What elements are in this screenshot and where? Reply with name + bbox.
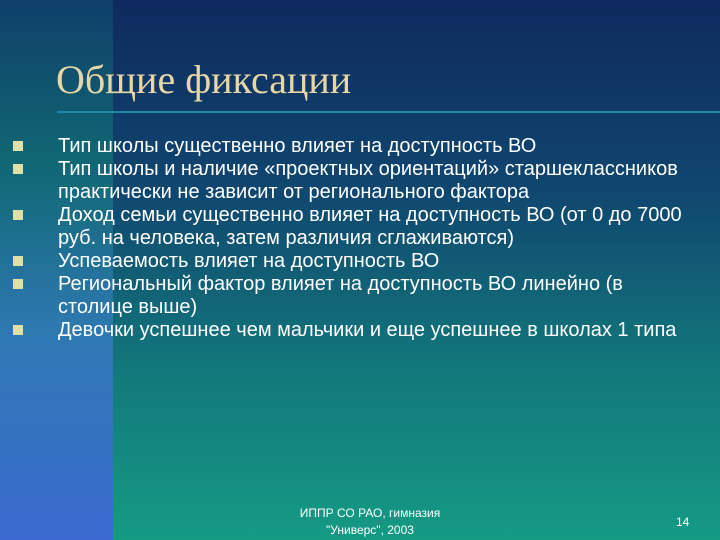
bullet-text: Региональный фактор влияет на доступность ВО линейно (в столице выше) bbox=[58, 273, 623, 318]
square-bullet-icon bbox=[13, 210, 23, 220]
slide-number: 14 bbox=[676, 515, 690, 529]
square-bullet-icon bbox=[13, 141, 23, 151]
square-bullet-icon bbox=[13, 279, 23, 289]
title-underline bbox=[57, 111, 720, 113]
bullet-text: Доход семьи существенно влияет на доступность ВО (от 0 до 7000 руб. на человека, затем различия сглаживаются) bbox=[58, 204, 682, 249]
square-bullet-icon bbox=[13, 256, 23, 266]
bullet-item bbox=[0, 250, 700, 273]
bullet-item bbox=[0, 204, 700, 250]
footer-credit bbox=[270, 505, 470, 539]
bullet-text: Тип школы существенно влияет на доступность ВО bbox=[58, 135, 537, 157]
bullet-list bbox=[0, 135, 700, 342]
square-bullet-icon bbox=[13, 164, 23, 174]
bullet-text: Девочки успешнее чем мальчики и еще успешнее в школах 1 типа bbox=[58, 319, 677, 341]
bullet-item bbox=[0, 273, 700, 319]
square-bullet-icon bbox=[13, 325, 23, 335]
bullet-item bbox=[0, 135, 700, 158]
bullet-text: Успеваемость влияет на доступность ВО bbox=[58, 250, 440, 272]
bullet-item bbox=[0, 319, 700, 342]
bullet-item bbox=[0, 158, 700, 204]
bullet-text: Тип школы и наличие «проектных ориентаций» старшеклассников практически не зависит от регионального фактора bbox=[58, 158, 678, 203]
footer-line-2: "Универс", 2003 bbox=[326, 523, 414, 537]
slide-title: Общие фиксации bbox=[56, 57, 352, 102]
footer-line-1: ИППР СО РАО, гимназия bbox=[299, 506, 441, 520]
